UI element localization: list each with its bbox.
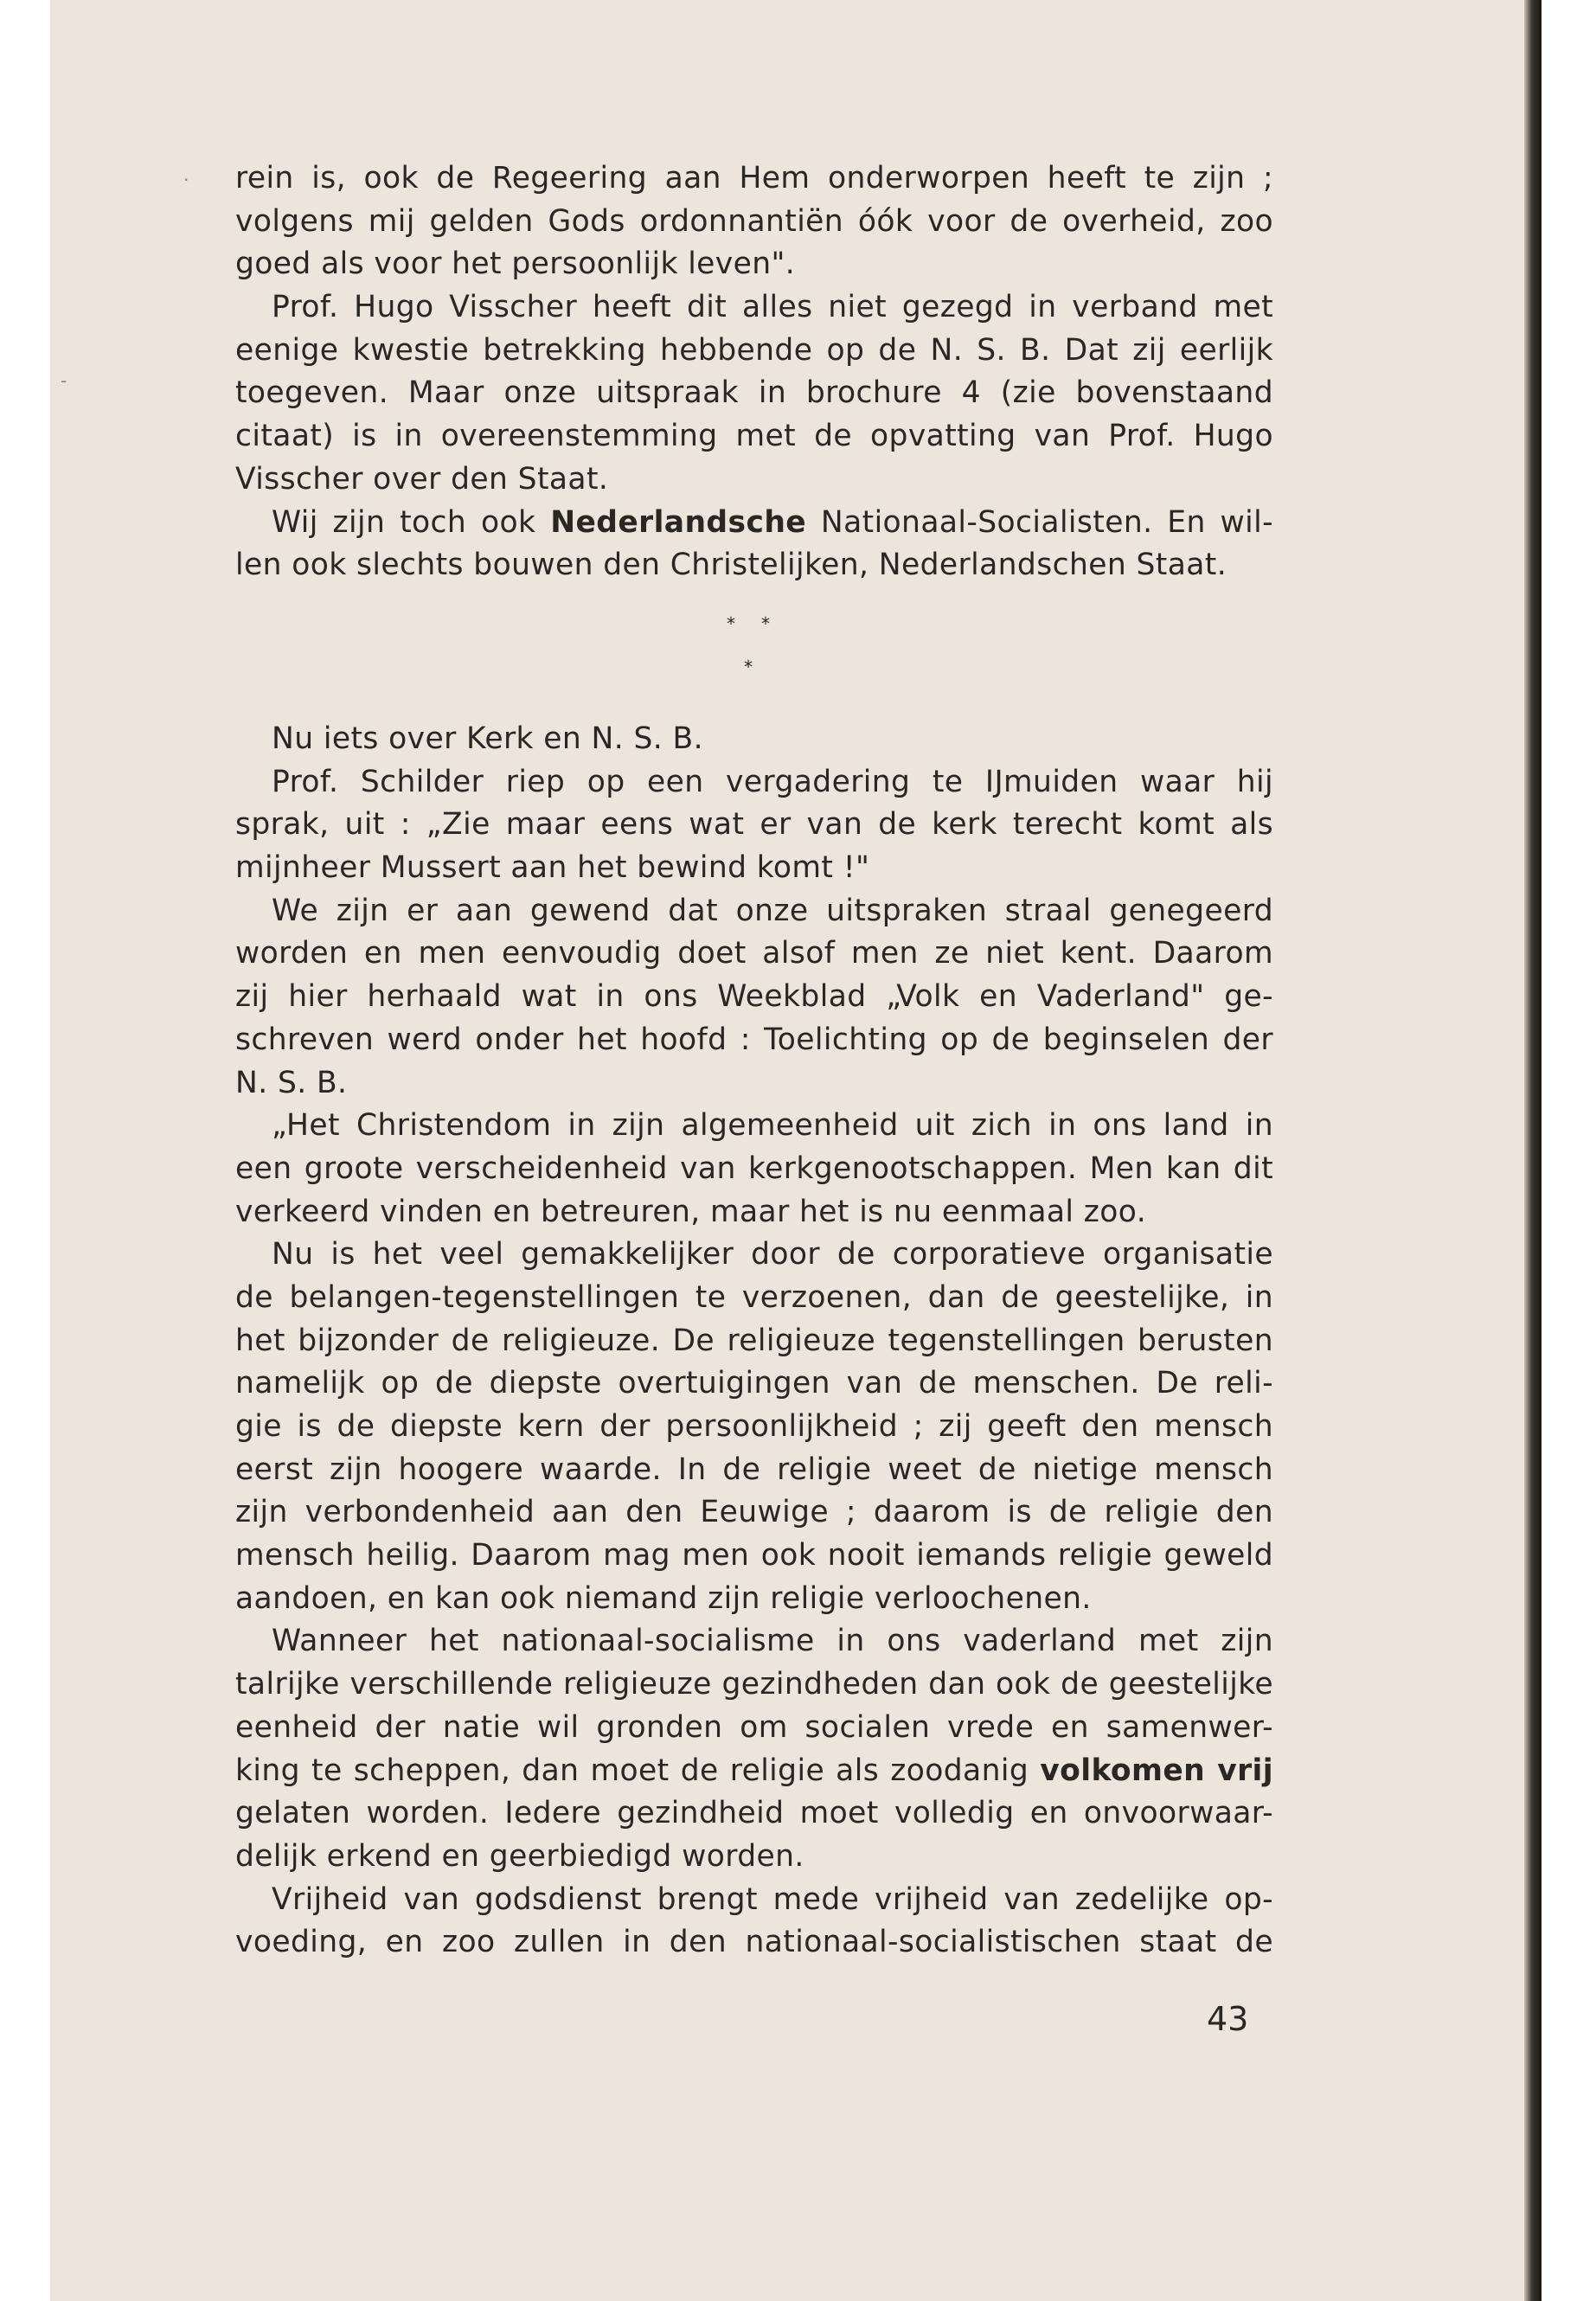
text-line: Nu iets over Kerk en N. S. B.: [272, 721, 703, 756]
text-line: Prof. Hugo Visscher heeft dit alles niet gezegd in verband met: [272, 290, 1273, 325]
text-line: Nu is het veel gemakkelijker door de corporatieve organisatie: [272, 1237, 1273, 1272]
text-line: namelijk op de diepste overtuigingen van de menschen. De reli-: [235, 1366, 1273, 1401]
text-line: citaat) is in overeenstemming met de opvatting van Prof. Hugo: [235, 419, 1273, 454]
margin-dash: -: [61, 370, 67, 391]
separator-star: *: [727, 613, 735, 634]
text-line: „Het Christendom in zijn algemeenheid uit zich in ons land in: [272, 1108, 1273, 1144]
text-line-mixed: [235, 1750, 1273, 1793]
text-run: king te scheppen, dan moet de religie als zoodanig: [235, 1753, 1041, 1788]
text-line: gelaten worden. Iedere gezindheid moet volledig en onvoorwaar-: [235, 1796, 1273, 1831]
text-line: sprak, uit : „Zie maar eens wat er van de kerk terecht komt als: [235, 807, 1273, 843]
text-line: volgens mij gelden Gods ordonnantiën óók voor de overheid, zoo: [235, 203, 1273, 239]
text-block-1: [235, 157, 1273, 587]
separator-star: *: [744, 657, 753, 677]
margin-dot: ·: [183, 170, 189, 190]
text-line: schreven werd onder het hoofd : Toelichting op de beginselen der: [235, 1022, 1273, 1057]
text-line: aandoen, en kan ook niemand zijn religie verloochenen.: [235, 1580, 1092, 1616]
text-line-mixed: [235, 502, 1273, 545]
text-line: len ook slechts bouwen den Christelijken, Nederlandschen Staat.: [235, 548, 1227, 583]
text-line: mensch heilig. Daarom mag men ook nooit iemands religie geweld: [235, 1538, 1273, 1574]
text-line: goed als voor het persoonlijk leven".: [235, 247, 796, 282]
text-run: Nationaal-Socialisten. En wil-: [806, 504, 1273, 540]
text-block-2: [235, 718, 1273, 1965]
text-line: een groote verscheidenheid van kerkgenootschappen. Men kan dit: [235, 1150, 1273, 1186]
text-line: We zijn er aan gewend dat onze uitspraken straal genegeerd: [272, 893, 1273, 928]
text-line: talrijke verschillende religieuze gezindheden dan ook de geestelijke: [235, 1667, 1273, 1702]
text-line: Prof. Schilder riep op een vergadering te IJmuiden waar hij: [272, 764, 1273, 799]
separator-star: *: [761, 613, 770, 634]
text-line: worden en men eenvoudig doet alsof men ze niet kent. Daarom: [235, 936, 1273, 971]
text-line: toegeven. Maar onze uitspraak in brochure 4 (zie bovenstaand: [235, 375, 1273, 411]
text-line: de belangen-tegenstellingen te verzoenen, dan de geestelijke, in: [235, 1279, 1273, 1315]
text-run: Wij zijn toch ook: [272, 504, 551, 540]
text-line: N. S. B.: [235, 1065, 348, 1100]
text-line: mijnheer Mussert aan het bewind komt !": [235, 850, 870, 886]
bold-word: Nederlandsche: [550, 504, 807, 540]
text-line: eenige kwestie betrekking hebbende op de N. S. B. Dat zij eerlijk: [235, 332, 1273, 368]
text-line: Visscher over den Staat.: [235, 461, 609, 497]
text-line: het bijzonder de religieuze. De religieuze tegenstellingen berusten: [235, 1323, 1273, 1358]
bold-phrase: volkomen vrij: [1040, 1753, 1273, 1788]
text-line: eerst zijn hoogere waarde. In de religie weet de nietige mensch: [235, 1452, 1273, 1487]
text-line: zij hier herhaald wat in ons Weekblad „Volk en Vaderland" ge-: [235, 979, 1273, 1015]
page-number: 43: [1207, 2000, 1249, 2038]
text-line: delijk erkend en geerbiedigd worden.: [235, 1838, 804, 1874]
text-line: voeding, en zoo zullen in den nationaal-socialistischen staat de: [235, 1925, 1273, 1960]
text-line: zijn verbondenheid aan den Eeuwige ; daarom is de religie den: [235, 1495, 1273, 1530]
text-line: rein is, ook de Regeering aan Hem onderworpen heeft te zijn ;: [235, 161, 1273, 195]
text-line: Vrijheid van godsdienst brengt mede vrijheid van zedelijke op-: [272, 1881, 1273, 1917]
text-line: gie is de diepste kern der persoonlijkheid ; zij geeft den mensch: [235, 1409, 1273, 1444]
text-line: Wanneer het nationaal-socialisme in ons vaderland met zijn: [272, 1624, 1273, 1659]
text-line: eenheid der natie wil gronden om socialen vrede en samenwer-: [235, 1709, 1273, 1745]
page-edge-shadow: [1524, 0, 1542, 2301]
text-line: verkeerd vinden en betreuren, maar het is nu eenmaal zoo.: [235, 1194, 1147, 1229]
